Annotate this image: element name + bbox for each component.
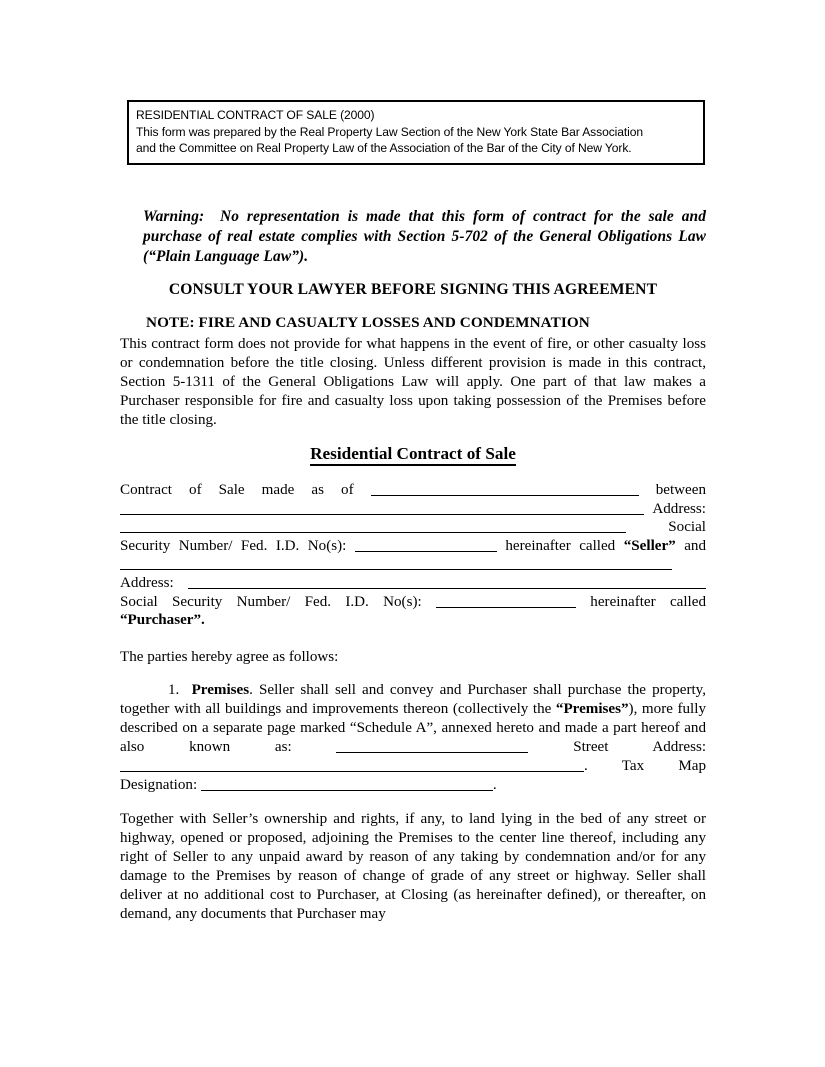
- purchaser-address-blank[interactable]: [188, 575, 706, 589]
- street-address-label: Street Address:: [573, 739, 707, 755]
- tax-map-label: Tax Map Designation:: [120, 758, 706, 793]
- clause-text-part-2: ), more fully described on a separate page marked “Schedule A”, annexed hereto and made a part hereof and also known as:: [120, 701, 706, 755]
- clause-number: 1.: [168, 682, 180, 698]
- seller-hereinafter-label: hereinafter called: [505, 537, 616, 554]
- page-title: [120, 444, 706, 464]
- clause-text-part-1: . Seller shall sell and convey and Purchaser shall purchase the property, together with all buildings and improvements thereon (collectively the: [120, 682, 707, 717]
- warning-paragraph: [143, 207, 706, 268]
- seller-term: “Seller”: [623, 537, 676, 554]
- contract-made-as-of-label: Contract of Sale made as of: [120, 482, 354, 498]
- form-title-line: RESIDENTIAL CONTRACT OF SALE (2000): [136, 108, 375, 122]
- seller-ssn-blank[interactable]: [355, 538, 497, 552]
- street-address-blank-1[interactable]: [336, 739, 528, 753]
- form-header-box: [127, 100, 705, 165]
- clause-together-with: Together with Seller’s ownership and rights, if any, to land lying in the bed of any street or highway, opened or proposed, adjoining the Premises to the center line thereof, including any right of Seller to any unpaid award by reason of any taking by condemnation and/or for any damage to the Premises by reason of change of grade of any street or highway. Seller shall deliver at no additional cost to Purchaser, at Closing (as hereinafter defined), or thereafter, on demand, any documents that Purchaser may: [120, 811, 706, 922]
- clause-premises: [120, 681, 706, 795]
- clause-term-premises: Premises: [191, 682, 250, 698]
- consult-lawyer-heading: CONSULT YOUR LAWYER BEFORE SIGNING THIS AGREEMENT: [168, 281, 658, 298]
- page-title-text: Residential Contract of Sale: [310, 444, 516, 466]
- purchaser-name-blank[interactable]: [120, 556, 672, 570]
- note-paragraph: This contract form does not provide for what happens in the event of fire, or other casualty loss or condemnation before the title closing. Unless different provision is made in this contract, Section 5-1311 of the General Obligations Law will apply. One part of that law makes a Purchaser responsible for fire and casualty loss upon taking possession of the Premises before the title closing.: [120, 336, 706, 428]
- tax-map-period: .: [492, 777, 497, 793]
- date-blank[interactable]: [371, 482, 639, 496]
- clause-term-premises-quoted: “Premises”: [555, 701, 629, 717]
- purchaser-term: “Purchaser”.: [120, 612, 205, 629]
- tax-map-blank[interactable]: [201, 777, 493, 791]
- purchaser-hereinafter-label: hereinafter called: [590, 593, 706, 610]
- warning-label: Warning:: [143, 208, 205, 225]
- between-label: between: [655, 482, 706, 498]
- agreement-lead-in: The parties hereby agree as follows:: [120, 649, 339, 665]
- seller-ssn-label: Social Security Number/ Fed. I.D. No(s):: [120, 519, 706, 554]
- purchaser-address-label: Address:: [120, 574, 174, 591]
- street-address-period: .: [584, 758, 588, 774]
- form-preparer-line-2: and the Committee on Real Property Law of the Association of the Bar of the City of New York.: [136, 141, 632, 155]
- seller-address-label: Address:: [652, 500, 706, 517]
- parties-block: [120, 481, 706, 630]
- seller-address-blank[interactable]: [120, 519, 626, 533]
- purchaser-ssn-label: Social Security Number/ Fed. I.D. No(s):: [120, 593, 422, 610]
- form-preparer-line-1: This form was prepared by the Real Property Law Section of the New York State Bar Association: [136, 124, 643, 139]
- seller-name-blank[interactable]: [120, 501, 644, 515]
- and-label: and: [684, 537, 707, 554]
- street-address-blank-2[interactable]: [120, 758, 584, 772]
- warning-text: No representation is made that this form of contract for the sale and purchase of real estate complies with Section 5-702 of the General Obligations Law (“Plain Language Law”).: [143, 208, 706, 266]
- note-heading: NOTE: FIRE AND CASUALTY LOSSES AND CONDEMNATION: [146, 314, 590, 331]
- purchaser-ssn-blank[interactable]: [436, 594, 576, 608]
